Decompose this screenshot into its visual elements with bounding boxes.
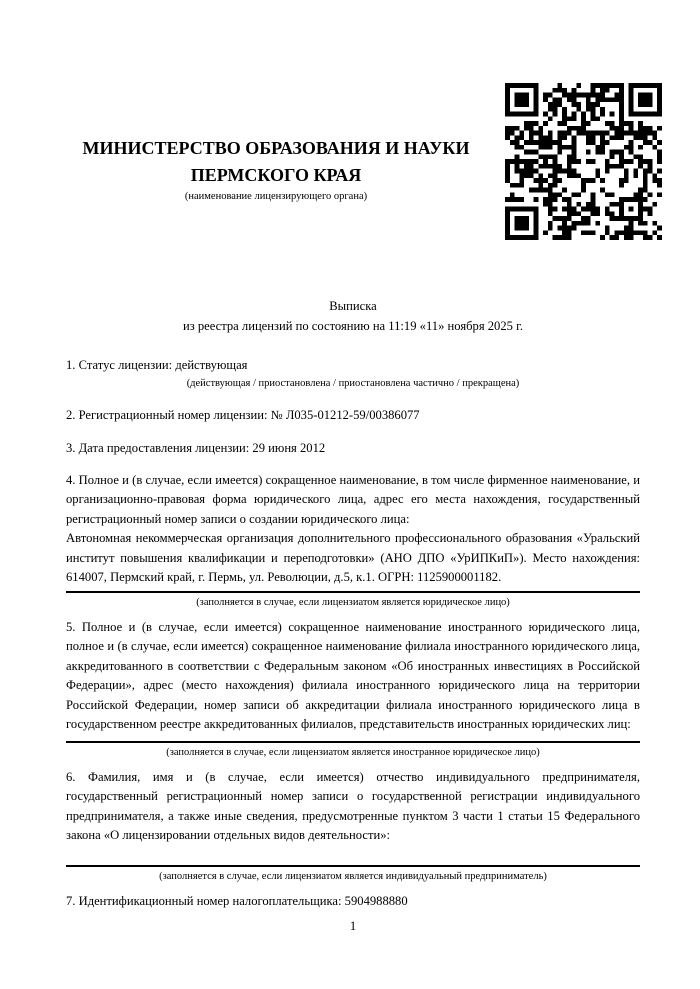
- item-registration-number: 2. Регистрационный номер лицензии: № Л035-01212-59/00386077: [66, 407, 420, 422]
- ministry-name-line2: ПЕРМСКОГО КРАЯ: [190, 165, 362, 185]
- item-legal-entity-answer: Автономная некоммерческая организация дополнительного профессионального образования «Уральский институт повышения квалификации и переподготовки» (АНО ДПО «УрИПКиП»). Место нахождения: 614007, Пермский край, г. Пермь, ул. Революции, д.5, к.1. ОГРН: 1125900001182.: [66, 531, 640, 584]
- document-title-line2: из реестра лицензий по состоянию на 11:19 «11» ноября 2025 г.: [182, 318, 523, 333]
- fill-in-rule-legal-entity: [66, 591, 640, 593]
- qr-code-icon: [505, 83, 662, 240]
- ministry-name-line1: МИНИСТЕРСТВО ОБРАЗОВАНИЯ И НАУКИ: [82, 138, 470, 158]
- item-individual-caption: (заполняется в случае, если лицензиатом является индивидуальный предприниматель): [159, 870, 547, 882]
- item-license-status: 1. Статус лицензии: действующая: [66, 358, 248, 372]
- document-title: [66, 297, 640, 336]
- item-foreign-entity-caption: (заполняется в случае, если лицензиатом является иностранное юридическое лицо): [166, 746, 540, 758]
- item-legal-entity-question: 4. Полное и (в случае, если имеется) сокращенное наименование, в том числе фирменное наименование, и организационно-правовая форма юридического лица, адрес его места нахождения, государственный регистрационный номер записи о создании юридического лица:: [66, 472, 640, 526]
- fill-in-rule-foreign-entity: [66, 741, 640, 743]
- page-number: 1: [349, 919, 357, 933]
- ministry-name: [66, 135, 486, 189]
- item-license-status-caption: (действующая / приостановлена / приостановлена частично / прекращена): [186, 377, 520, 389]
- fill-in-rule-individual: [66, 865, 640, 867]
- item-taxpayer-number: 7. Идентификационный номер налогоплательщика: 5904988880: [66, 893, 408, 908]
- item-legal-entity-caption: (заполняется в случае, если лицензиатом является юридическое лицо): [196, 596, 510, 608]
- item-grant-date: 3. Дата предоставления лицензии: 29 июня 2012: [66, 441, 326, 455]
- ministry-caption: (наименование лицензирующего органа): [184, 191, 368, 202]
- document-title-line1: Выписка: [329, 299, 377, 313]
- item-individual-entrepreneur: 6. Фамилия, имя и (в случае, если имеется) отчество индивидуального предпринимателя, государственный регистрационный номер записи о государственной регистрации индивидуального предпринимателя, а также иные сведения, предусмотренные пунктом 3 части 1 статьи 15 Федерального закона «О лицензировании отдельных видов деятельности»:: [66, 769, 640, 842]
- item-foreign-entity: 5. Полное и (в случае, если имеется) сокращенное наименование иностранного юридического лица, полное и (в случае, если имеется) сокращенное наименование филиала иностранного юридического лица, аккредитованного в соответствии с Федеральным законом «Об иностранных инвестициях в Российской Федерации», адрес (место нахождения) филиала иностранного юридического лица на территории Российской Федерации, номер записи об аккредитации филиала иностранного юридического лица в государственном реестре аккредитованных филиалов, представительств иностранных юридических лиц:: [66, 619, 640, 731]
- document-content: [0, 135, 700, 937]
- item-legal-entity: [66, 471, 640, 588]
